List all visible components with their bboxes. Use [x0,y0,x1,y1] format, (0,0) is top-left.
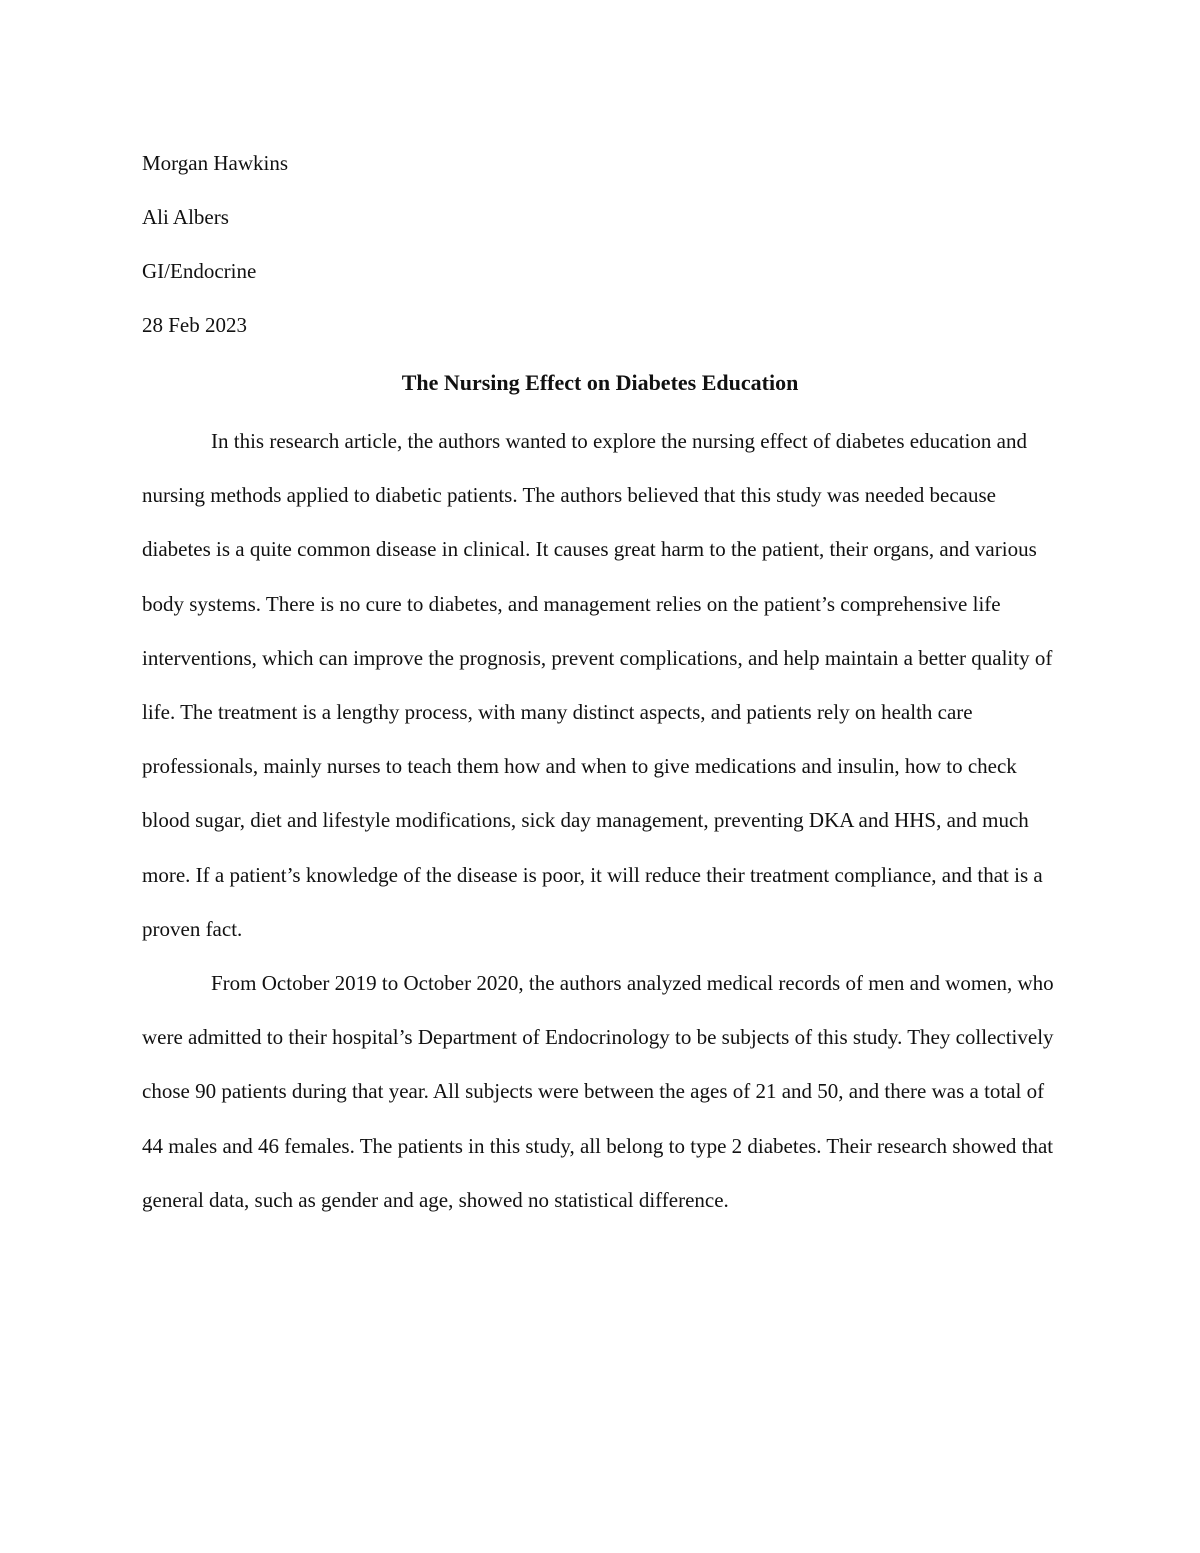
instructor-name: Ali Albers [142,205,229,229]
document-title: The Nursing Effect on Diabetes Education [401,370,799,395]
course-name: GI/Endocrine [142,259,257,283]
document-date: 28 Feb 2023 [142,313,247,337]
paragraph-1: In this research article, the authors wanted to explore the nursing effect of diabetes education and nursing methods applied to diabetic patients. The authors believed that this study was needed because diabetes is a quite common disease in clinical. It causes great harm to the patient, their organs, and various body systems. There is no cure to diabetes, and management relies on the patient’s comprehensive life interventions, which can improve the prognosis, prevent complications, and help maintain a better quality of life. The treatment is a lengthy process, with many distinct aspects, and patients rely on health care professionals, mainly nurses to teach them how and when to give medications and insulin, how to check blood sugar, diet and lifestyle modifications, sick day management, preventing DKA and HHS, and much more. If a patient’s knowledge of the disease is poor, it will reduce their treatment compliance, and that is a proven fact. [142,429,1053,941]
document-body [142,136,1058,1227]
author-name: Morgan Hawkins [142,151,289,175]
paragraph-2: From October 2019 to October 2020, the authors analyzed medical records of men and women, who were admitted to their hospital’s Department of Endocrinology to be subjects of this study. They collectively chose 90 patients during that year. All subjects were between the ages of 21 and 50, and there was a total of 44 males and 46 females. The patients in this study, all belong to type 2 diabetes. Their research showed that general data, such as gender and age, showed no statistical difference. [142,971,1054,1212]
